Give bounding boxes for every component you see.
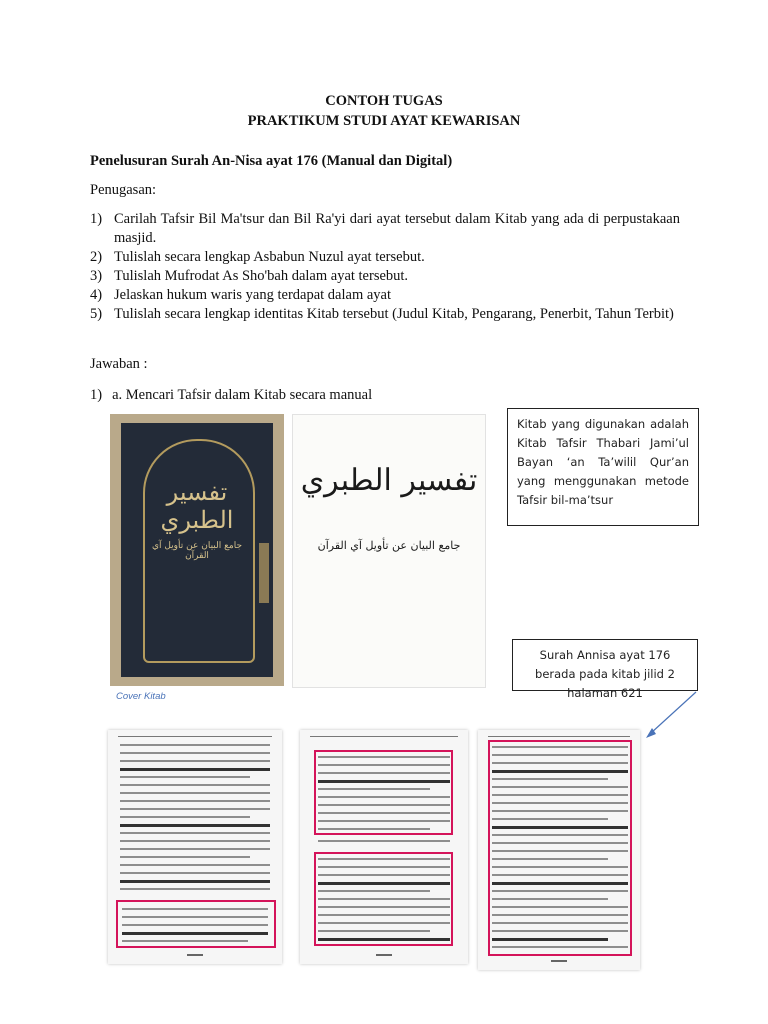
text-line (120, 744, 270, 746)
text-line (492, 826, 628, 829)
text-line (492, 906, 628, 908)
text-line (318, 772, 450, 774)
text-line (122, 924, 268, 926)
text-line (492, 762, 628, 764)
text-line (492, 914, 628, 916)
text-line (122, 916, 268, 918)
text-line (492, 922, 628, 924)
text-line (120, 880, 270, 883)
text-line (318, 874, 450, 876)
text-line (120, 768, 270, 771)
task-item: 2) Tulislah secara lengkap Asbabun Nuzul ayat tersebut. (90, 249, 425, 265)
text-line (120, 784, 270, 786)
text-line (492, 810, 628, 812)
text-line (318, 840, 450, 842)
doc-title-line-1: CONTOH TUGAS (325, 93, 443, 109)
text-line (120, 760, 270, 762)
text-line (492, 778, 608, 780)
book-page-1-image (108, 730, 282, 964)
text-line (492, 770, 628, 773)
text-line (318, 882, 450, 885)
text-line (492, 946, 628, 948)
text-line (120, 832, 270, 834)
text-line (120, 824, 270, 827)
text-line (122, 908, 268, 910)
text-line (120, 840, 270, 842)
text-line (492, 746, 628, 748)
title-page-subtitle-arabic: جامع البيان عن تأويل آي القرآن (317, 539, 461, 552)
text-line (120, 864, 270, 866)
text-line (492, 818, 608, 820)
answer-item: 1) a. Mencari Tafsir dalam Kitab secara manual (90, 387, 373, 403)
text-line (492, 930, 628, 932)
text-line (318, 866, 450, 868)
answer-label: Jawaban : (90, 356, 148, 372)
text-line (492, 938, 608, 941)
text-line (120, 848, 270, 850)
task-item: 5) Tulislah secara lengkap identitas Kitab tersebut (Judul Kitab, Pengarang, Penerbit, Tahun Terbit) (90, 306, 674, 322)
text-line (122, 940, 248, 942)
text-line (120, 808, 270, 810)
text-line (318, 890, 430, 892)
text-line (492, 866, 628, 868)
text-line (318, 796, 450, 798)
text-line (492, 858, 608, 860)
text-line (120, 752, 270, 754)
text-line (318, 922, 450, 924)
text-line (492, 850, 628, 852)
task-item: 4) Jelaskan hukum waris yang terdapat dalam ayat (90, 287, 392, 303)
text-line (318, 812, 450, 814)
cover-subtitle-arabic: جامع البيان عن تأويل آي القرآن (151, 541, 243, 561)
text-line (318, 906, 450, 908)
text-line (318, 914, 450, 916)
text-line (318, 764, 450, 766)
highlight-box (314, 750, 453, 835)
section-title: Penelusuran Surah An-Nisa ayat 176 (Manual dan Digital) (90, 153, 453, 169)
text-line (120, 816, 250, 818)
text-line (318, 930, 430, 932)
text-line (120, 872, 270, 874)
task-item: 1) Carilah Tafsir Bil Ma'tsur dan Bil Ra'yi dari ayat tersebut dalam Kitab yang ada di perpustakaan masjid. (90, 211, 680, 246)
text-line (120, 776, 250, 778)
cover-title-arabic: تفسير الطبري (160, 478, 234, 534)
text-line (318, 756, 450, 758)
text-line (120, 856, 250, 858)
callout-page-location: Surah Annisa ayat 176 berada pada kitab jilid 2 halaman 621 (512, 639, 698, 691)
text-line (120, 792, 270, 794)
text-line (492, 898, 608, 900)
text-line (318, 858, 450, 860)
title-page-title-arabic: تفسير الطبري (300, 463, 478, 498)
text-line (492, 842, 628, 844)
text-line (318, 828, 430, 830)
text-line (492, 794, 628, 796)
text-line (492, 754, 628, 756)
text-line (120, 800, 270, 802)
text-line (122, 932, 268, 935)
book-page-2-image (300, 730, 468, 964)
text-line (492, 786, 628, 788)
text-line (318, 788, 430, 790)
text-line (492, 834, 628, 836)
text-line (492, 802, 628, 804)
text-line (318, 804, 450, 806)
doc-title-line-2: PRAKTIKUM STUDI AYAT KEWARISAN (247, 113, 521, 129)
book-page-3-image (478, 730, 640, 970)
task-label: Penugasan: (90, 182, 157, 198)
text-line (492, 890, 628, 892)
text-line (120, 888, 270, 890)
text-line (318, 938, 450, 941)
text-line (318, 780, 450, 783)
text-line (492, 882, 628, 885)
callout-kitab-info: Kitab yang digunakan adalah Kitab Tafsir Thabari Jami’ul Bayan ‘an Ta’wilil Qur’an yang menggunakan metode Tafsir bil-ma’tsur (507, 408, 699, 526)
text-line (318, 820, 450, 822)
text-line (492, 874, 628, 876)
cover-caption: Cover Kitab (116, 691, 166, 702)
text-line (318, 898, 450, 900)
task-item: 3) Tulislah Mufrodat As Sho'bah dalam ayat tersebut. (90, 268, 409, 284)
